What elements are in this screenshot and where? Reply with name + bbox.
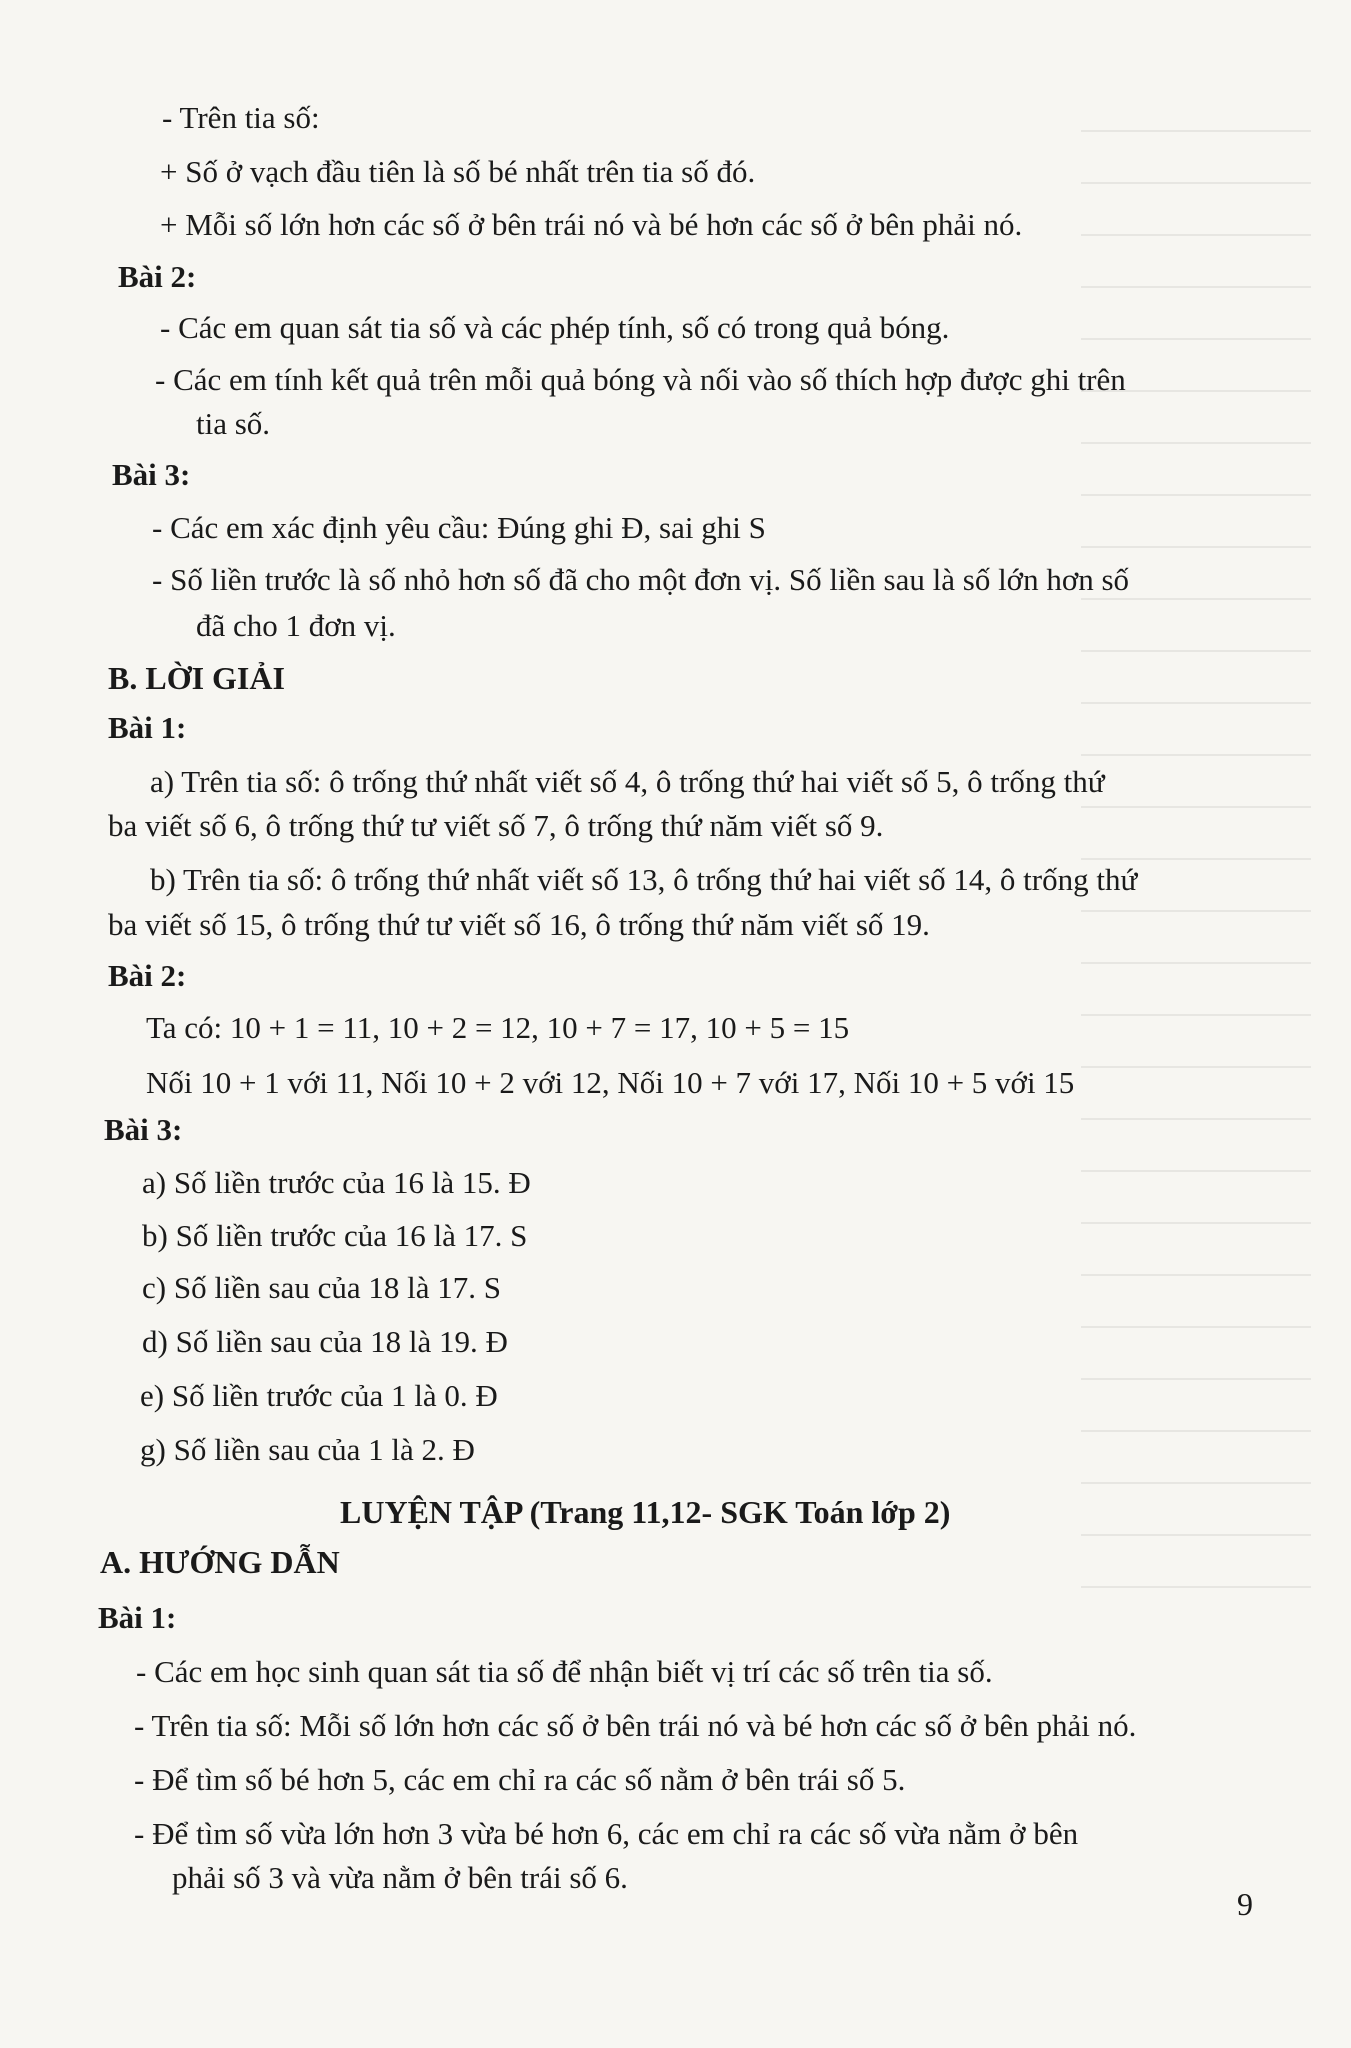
text-line: - Trên tia số:	[162, 100, 320, 135]
text-line: - Các em xác định yêu cầu: Đúng ghi Đ, sai ghi S	[152, 510, 766, 545]
text-line: - Số liền trước là số nhỏ hơn số đã cho một đơn vị. Số liền sau là số lớn hơn số	[152, 562, 1130, 597]
text-line: - Để tìm số vừa lớn hơn 3 vừa bé hơn 6, các em chỉ ra các số vừa nằm ở bên	[134, 1816, 1079, 1851]
section-heading: Bài 3:	[112, 457, 191, 492]
text-line: + Số ở vạch đầu tiên là số bé nhất trên tia số đó.	[160, 154, 756, 189]
text-line: a) Số liền trước của 16 là 15. Đ	[142, 1165, 531, 1200]
text-line: - Để tìm số bé hơn 5, các em chỉ ra các số nằm ở bên trái số 5.	[134, 1762, 906, 1797]
section-heading: Bài 1:	[108, 710, 187, 745]
text-line: g) Số liền sau của 1 là 2. Đ	[140, 1432, 475, 1467]
text-line: c) Số liền sau của 18 là 17. S	[142, 1270, 502, 1305]
section-heading: Bài 1:	[98, 1600, 177, 1635]
text-line: phải số 3 và vừa nằm ở bên trái số 6.	[172, 1860, 628, 1895]
text-line: ba viết số 15, ô trống thứ tư viết số 16, ô trống thứ năm viết số 19.	[108, 907, 930, 942]
text-line: - Trên tia số: Mỗi số lớn hơn các số ở bên trái nó và bé hơn các số ở bên phải nó.	[134, 1708, 1137, 1743]
text-line: - Các em tính kết quả trên mỗi quả bóng và nối vào số thích hợp được ghi trên	[155, 362, 1126, 397]
text-line: e) Số liền trước của 1 là 0. Đ	[140, 1378, 498, 1413]
text-line: a) Trên tia số: ô trống thứ nhất viết số 4, ô trống thứ hai viết số 5, ô trống thứ	[150, 764, 1105, 799]
text-line: Ta có: 10 + 1 = 11, 10 + 2 = 12, 10 + 7 = 17, 10 + 5 = 15	[146, 1010, 850, 1045]
bleed-through-text	[1081, 90, 1311, 1590]
section-title: B. LỜI GIẢI	[108, 660, 285, 696]
text-line: Nối 10 + 1 với 11, Nối 10 + 2 với 12, Nối 10 + 7 với 17, Nối 10 + 5 với 15	[146, 1065, 1075, 1100]
text-line: ba viết số 6, ô trống thứ tư viết số 7, ô trống thứ năm viết số 9.	[108, 808, 884, 843]
text-line: đã cho 1 đơn vị.	[196, 608, 396, 643]
section-title: A. HƯỚNG DẪN	[100, 1544, 340, 1580]
text-line: + Mỗi số lớn hơn các số ở bên trái nó và bé hơn các số ở bên phải nó.	[160, 207, 1023, 242]
section-heading: Bài 2:	[108, 958, 187, 993]
text-line: d) Số liền sau của 18 là 19. Đ	[142, 1324, 508, 1359]
text-line: - Các em học sinh quan sát tia số để nhận biết vị trí các số trên tia số.	[136, 1654, 993, 1689]
text-line: - Các em quan sát tia số và các phép tính, số có trong quả bóng.	[160, 310, 950, 345]
page-number: 9	[1237, 1886, 1253, 1922]
section-heading: Bài 2:	[118, 259, 197, 294]
text-line: b) Trên tia số: ô trống thứ nhất viết số 13, ô trống thứ hai viết số 14, ô trống thứ	[150, 862, 1138, 897]
text-line: b) Số liền trước của 16 là 17. S	[142, 1218, 528, 1253]
text-line: tia số.	[196, 406, 271, 441]
section-heading: Bài 3:	[104, 1112, 183, 1147]
section-title: LUYỆN TẬP (Trang 11,12- SGK Toán lớp 2)	[340, 1494, 951, 1530]
